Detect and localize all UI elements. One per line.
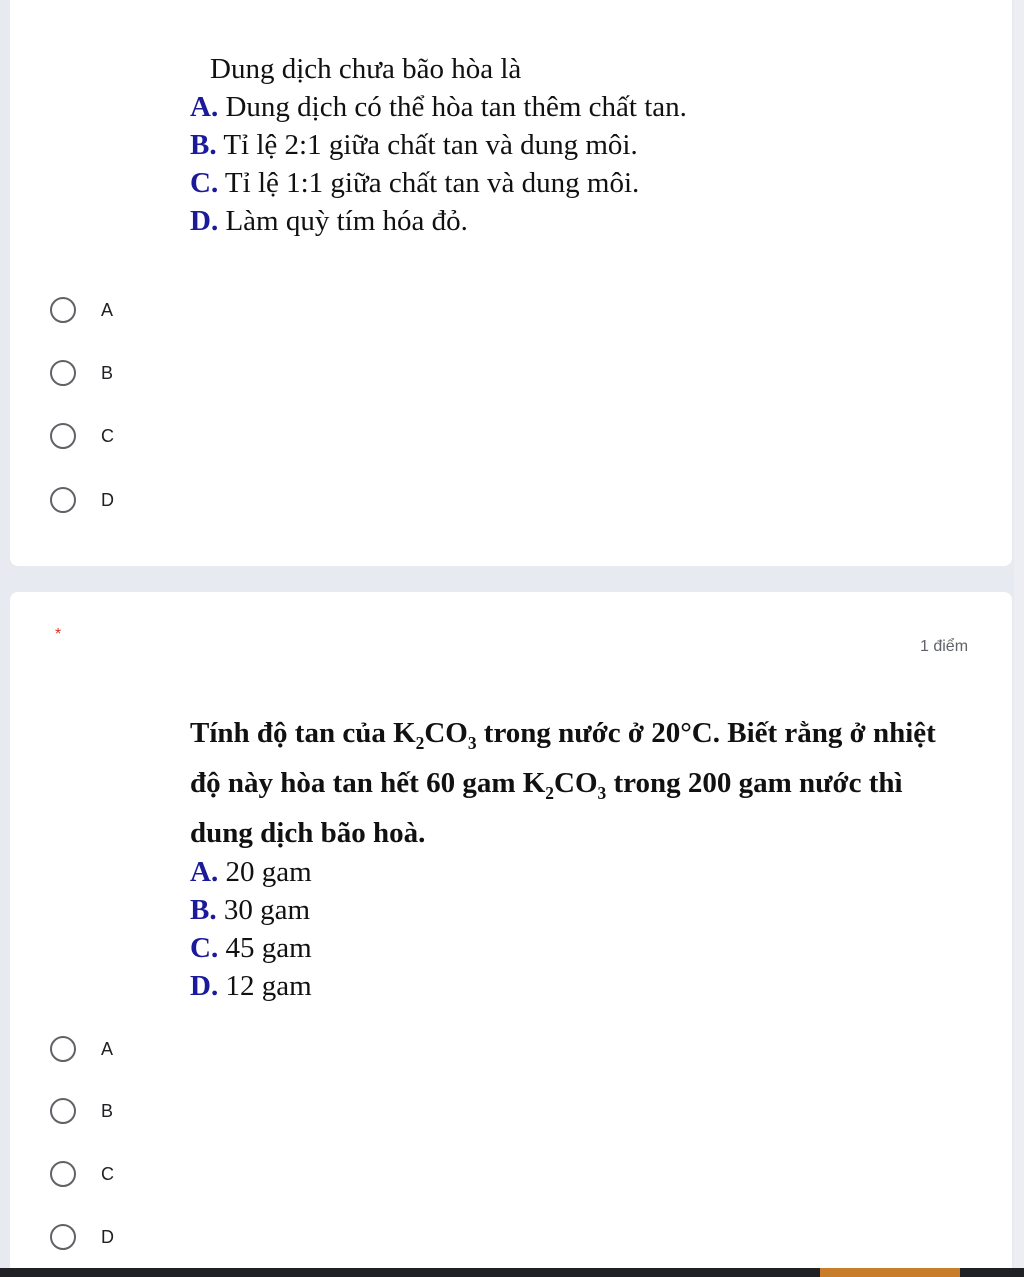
question-2-image	[190, 713, 960, 1005]
question-1-option-b: B. Tỉ lệ 2:1 giữa chất tan và dung môi.	[190, 129, 638, 161]
question-2-option-b: B. 30 gam	[190, 893, 311, 926]
radio-button[interactable]	[50, 297, 76, 323]
choice-label: D	[101, 489, 114, 510]
radio-button[interactable]	[50, 423, 76, 449]
radio-button[interactable]	[50, 487, 76, 513]
taskbar-strip	[0, 1268, 1024, 1277]
taskbar-accent	[820, 1268, 960, 1277]
question-2-stem: Tính độ tan của $K_2CO_3$ trong nước ở 20°C. Biết rằng ở nhiệt độ này hòa tan hết 60 gam $K_2CO_3$ trong 200 gam nước thì dung dịch bão hoà.	[190, 717, 936, 849]
radio-button[interactable]	[50, 1224, 76, 1250]
question-2-choice-c[interactable]	[50, 1158, 114, 1190]
question-2-choice-a[interactable]	[50, 1033, 113, 1065]
radio-button[interactable]	[50, 360, 76, 386]
question-1-choice-a[interactable]	[50, 294, 113, 326]
radio-button[interactable]	[50, 1036, 76, 1062]
question-2-option-a: A. 20 gam	[190, 855, 312, 888]
points-label: 1 điểm	[920, 638, 969, 655]
required-marker: *	[55, 626, 62, 643]
question-1-option-c: C. Tỉ lệ 1:1 giữa chất tan và dung môi.	[190, 167, 640, 199]
choice-label: C	[101, 1163, 114, 1184]
choice-label: D	[101, 1226, 114, 1247]
question-2-option-c: C. 45 gam	[190, 931, 312, 964]
choice-label: C	[101, 425, 114, 446]
question-2-choice-d[interactable]	[50, 1221, 114, 1253]
question-2-option-d: D. 12 gam	[190, 969, 312, 1002]
question-1-choice-c[interactable]	[50, 420, 114, 452]
window-edge	[1014, 0, 1024, 1277]
radio-button[interactable]	[50, 1161, 76, 1187]
question-1-stem: Dung dịch chưa bão hòa là	[210, 53, 522, 85]
choice-label: A	[101, 1038, 114, 1059]
radio-button[interactable]	[50, 1098, 76, 1124]
question-2-choice-b[interactable]	[50, 1095, 113, 1127]
choice-label: A	[101, 299, 114, 320]
choice-label: B	[101, 1100, 114, 1121]
question-1-choice-b[interactable]	[50, 357, 113, 389]
question-1-image	[190, 50, 687, 240]
choice-label: B	[101, 362, 114, 383]
question-1-option-d: D. Làm quỳ tím hóa đỏ.	[190, 205, 468, 237]
question-1-option-a: A. Dung dịch có thể hòa tan thêm chất tan.	[190, 91, 687, 123]
question-1-choice-d[interactable]	[50, 484, 114, 516]
